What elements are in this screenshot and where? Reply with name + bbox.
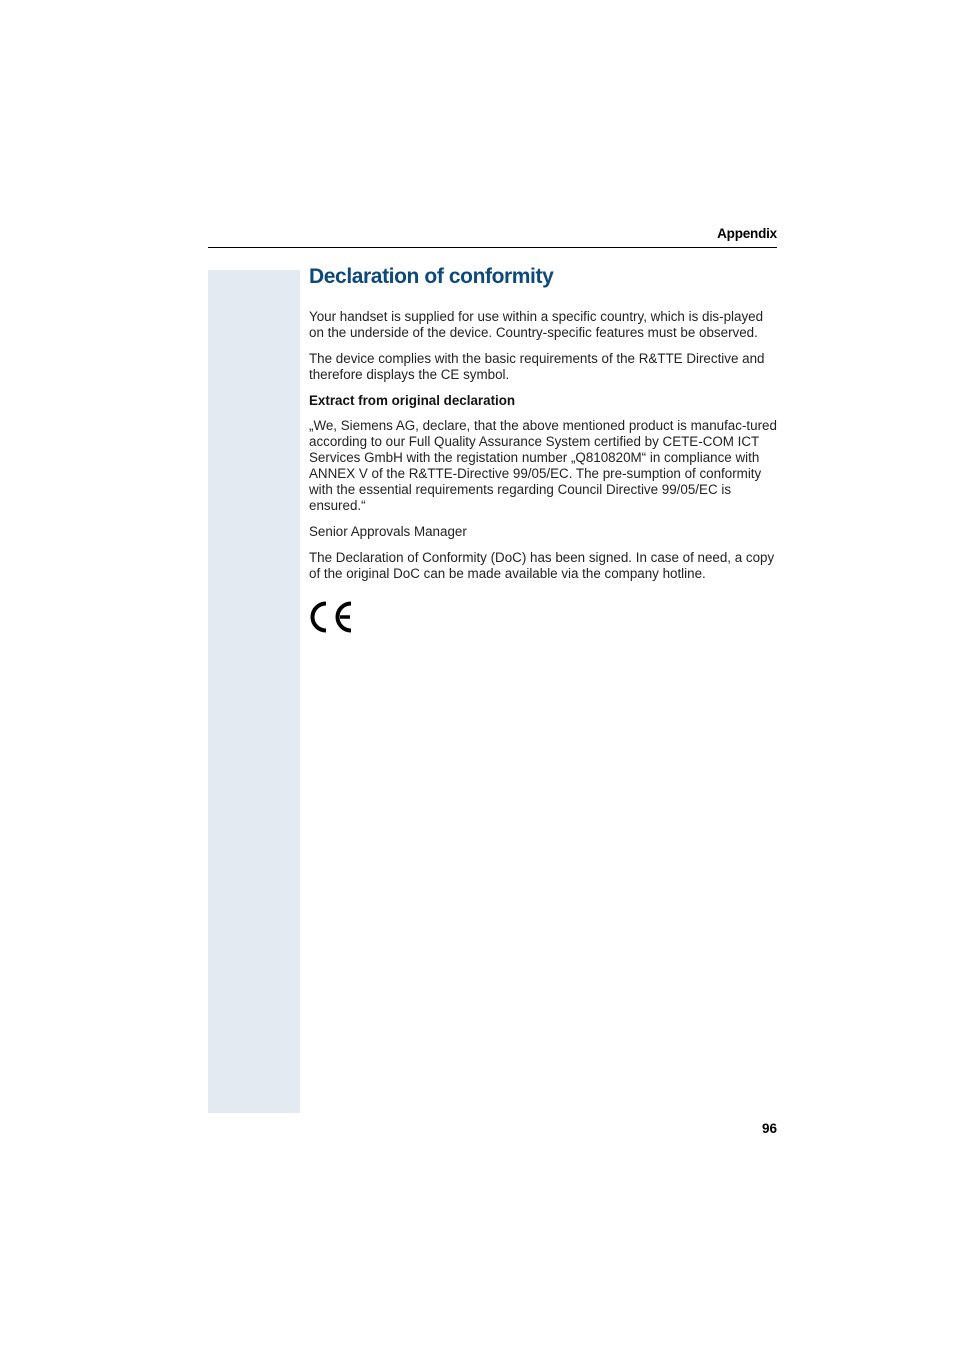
section-name: Appendix	[717, 226, 777, 241]
ce-mark-icon	[309, 600, 355, 634]
signatory: Senior Approvals Manager	[309, 524, 467, 539]
running-header	[208, 226, 777, 247]
header-rule	[208, 247, 777, 248]
directive-paragraph: The device complies with the basic requirements of the R&TTE Directive and therefore displays the CE symbol.	[309, 351, 765, 382]
page-title: Declaration of conformity	[309, 265, 554, 288]
margin-bar	[208, 270, 300, 1113]
declaration-quote: „We, Siemens AG, declare, that the above mentioned product is manufac-tured according to our Full Quality Assurance System certified by CETE-COM ICT Services GmbH with the registation number „Q810820M“ in compliance with ANNEX V of the R&TTE-Directive 99/05/EC. The pre-sumption of conformity with the essential requirements regarding Council Directive 99/05/EC is ensured.“	[309, 418, 777, 513]
main-content	[309, 262, 779, 639]
extract-heading: Extract from original declaration	[309, 393, 516, 408]
page-number: 96	[761, 1121, 777, 1136]
doc-paragraph: The Declaration of Conformity (DoC) has been signed. In case of need, a copy of the original DoC can be made available via the company hotline.	[309, 550, 775, 581]
intro-paragraph: Your handset is supplied for use within a specific country, which is dis-played on the underside of the device. Country-specific features must be observed.	[309, 309, 764, 340]
